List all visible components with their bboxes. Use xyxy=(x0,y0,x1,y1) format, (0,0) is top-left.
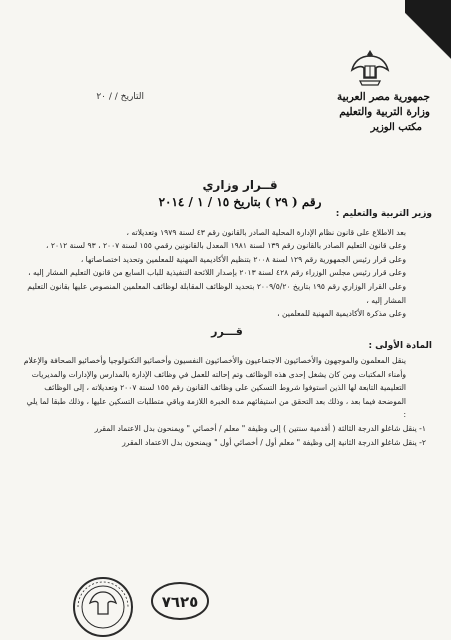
round-seal-stamp xyxy=(70,576,136,638)
ministry-name: وزارة التربية والتعليم xyxy=(339,106,430,118)
page-corner-shadow xyxy=(405,0,451,60)
article-title: المادة الأولى : xyxy=(368,341,432,352)
preamble-paragraph: بعد الاطلاع على قانون نظام الإدارة المحلية الصادر بالقانون رقم ٤٣ لسنة ١٩٧٩ وتعديلاته ، xyxy=(126,227,406,237)
preamble-paragraph: وعلى مذكرة الأكاديمية المهنية للمعلمين ، xyxy=(277,309,406,319)
preamble-paragraph: وعلى قانون التعليم الصادر بالقانون رقم ١٣٩ لسنة ١٩٨١ المعدل بالقانونين رقمي ١٥٥ لسنة ٢٠٠٧ ، ٩٣ لسنة ٢٠١٢ ، xyxy=(46,241,406,251)
preamble-paragraph: وعلى القرار الوزاري رقم ١٩٥ بتاريخ ٢٠٠٩/٥/٢٠ بتحديد الوظائف المقابلة لوظائف المعلمين المنصوص عليها بقانون التعليم المشار إليه ، xyxy=(27,281,406,305)
decree-title: قــرار وزاري xyxy=(202,178,278,192)
decree-title-block xyxy=(140,178,340,209)
article-item: ٢- ينقل شاغلو الدرجة الثانية إلى وظيفة " معلم أول / أخصائي أول " ويمنحون بدل الاعتماد المقرر xyxy=(122,437,426,447)
decides-heading: قـــرر xyxy=(211,324,243,338)
decree-number: رقم ( ٢٩ ) بتاريخ ١٥ / ١ / ٢٠١٤ xyxy=(158,195,322,209)
decree-body xyxy=(22,208,432,449)
office-name: مكتب الوزير xyxy=(370,122,422,133)
stamp-number: ٧٦٢٥ xyxy=(161,593,199,611)
preamble-paragraph: وعلى قرار رئيس مجلس الوزراء رقم ٤٢٨ لسنة ٢٠١٣ بإصدار اللائحة التنفيذية للباب السابع من قانون التعليم المشار إليه ، xyxy=(28,268,406,278)
ministry-header xyxy=(312,90,430,135)
minister-line: وزير التربية والتعليم : xyxy=(335,209,432,219)
article-text: ينقل المعلمون والموجهون والأخصائيون الاجتماعيون والأخصائيون النفسيون وأخصائيو التكنولوجيا وأخصائيو الصحافة والإعلام وأمناء المكتبات ومن كان يشغل إحدى هذه الوظائف وتم إحالته للعمل في وظائف الإدارة بالمدارس والإدارات والمديريات التعليمية التابعة لها الذين استوفوا شروط التسكين على وظائف القانون رقم ١٥٥ لسنة ٢٠٠٧ وتعديلاته ، إلى الوظائف الموضحة فيما بعد ، وذلك بعد التحقق من استيفائهم مدة الخبرة اللازمة وباقي متطلبات التسكين عليها ، وذلك طبقا لما يلي : xyxy=(23,355,406,420)
number-stamp xyxy=(150,580,210,622)
article-item: ١- ينقل شاغلو الدرجة الثالثة ( أقدمية سنتين ) إلى وظيفة " معلم / أخصائي " ويمنحون بدل الاعتماد المقرر xyxy=(94,423,426,433)
eagle-emblem-icon xyxy=(350,46,390,88)
preamble-paragraph: وعلى قرار رئيس الجمهورية رقم ١٢٩ لسنة ٢٠٠٨ بتنظيم الأكاديمية المهنية للمعلمين وتحديد اختصاصاتها ، xyxy=(80,254,406,264)
country-name: جمهورية مصر العربية xyxy=(337,91,430,103)
date-line: التاريخ / / ٢٠ xyxy=(96,92,144,102)
